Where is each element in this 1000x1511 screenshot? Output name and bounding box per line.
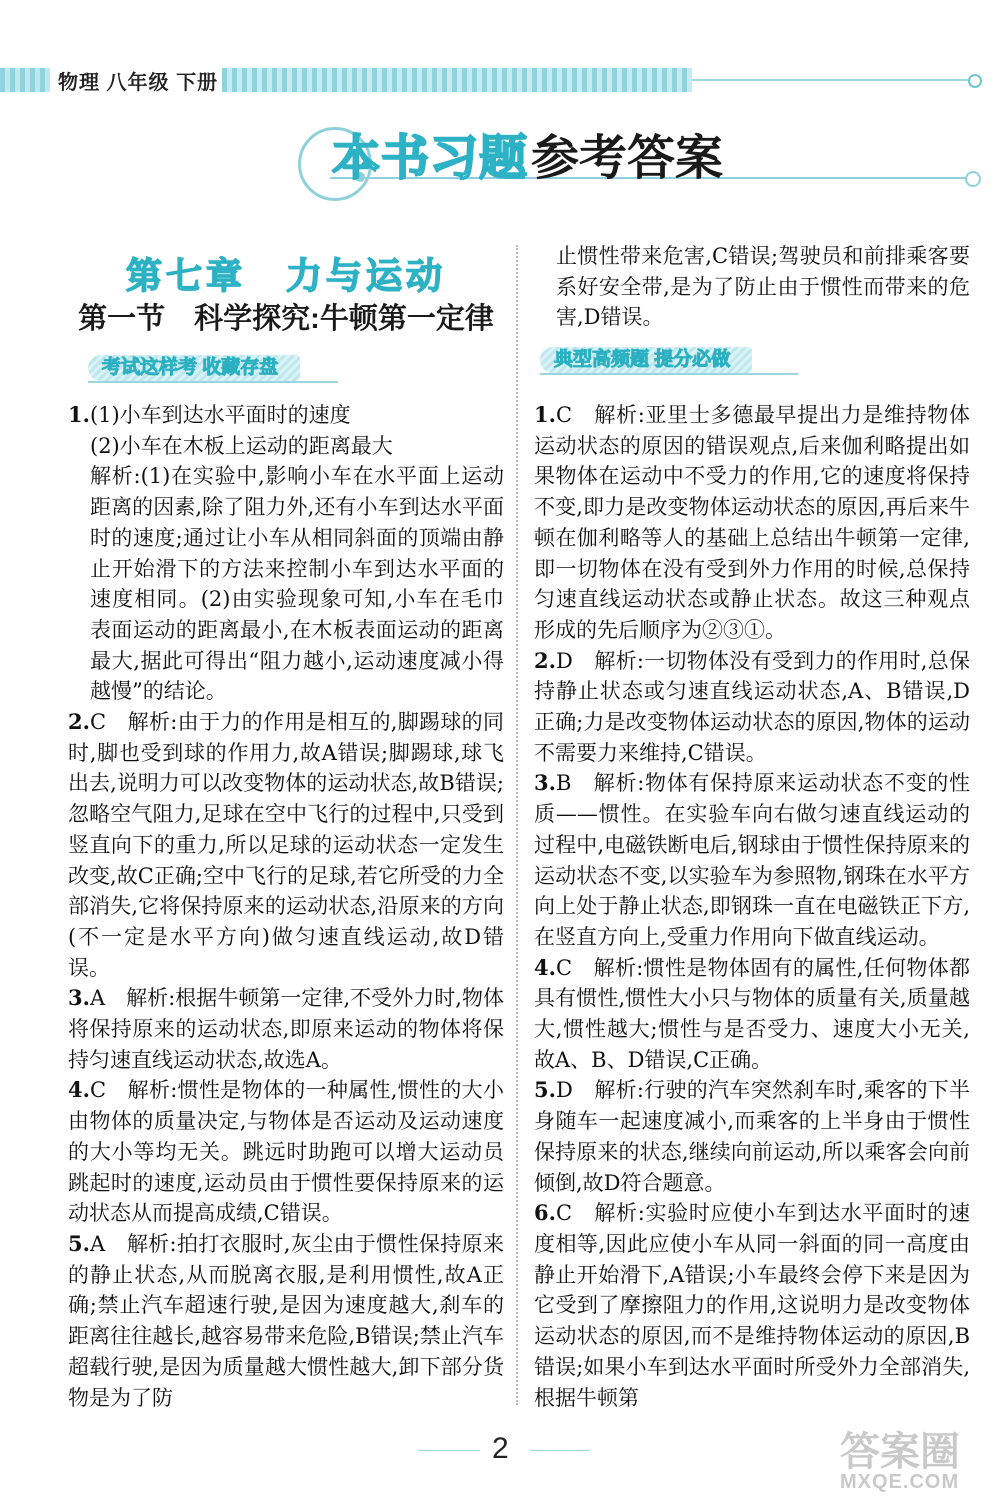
answer-item: 6.C 解析:实验时应使小车到达水平面时的速度相等,因此应使小车从同一斜面的同一高度由静止开始滑下,A错误;小车最终会停下来是因为它受到了摩擦阻力的作用,这说明力是改变物体运动状态的原因,而不是维持物体运动的原因,B错误;如果小车到达水平面时所受外力全部消失,根据牛顿第 [534, 1200, 970, 1410]
answer-item: 4.C 解析:惯性是物体的一种属性,惯性的大小由物体的质量决定,与物体是否运动及运动速度的大小等均无关。跳远时助跑可以增大运动员跳起时的速度,运动员由于惯性要保持原来的运动状态从而提高成绩,C错误。 [68, 1077, 504, 1226]
banner-right [540, 347, 798, 375]
column-divider [516, 245, 518, 1405]
header-dot-icon [968, 74, 982, 88]
title-part1: 本书习题 [332, 132, 529, 185]
title-end-dot-icon [965, 171, 981, 187]
answer-item: 4.C 解析:惯性是物体固有的属性,任何物体都具有惯性,惯性大小只与物体的质量有关,质量越大,惯性越大;惯性与是否受力、速度大小无关,故A、B、D错误,C正确。 [534, 954, 970, 1072]
answer-item: 解析:(1)在实验中,影响小车在水平面上运动距离的因素,除了阻力外,还有小车到达水平面时的速度;通过让小车从相同斜面的顶端由静止开始滑下的方法来控制小车到达水平面的速度相同。(2)由实验现象可知,小车在毛巾表面运动的距离最小,在木板表面运动的距离最大,据此可得出“阻力越小,运动速度减小得越慢”的结论。 [90, 464, 504, 704]
header-stripe-right [222, 68, 692, 92]
section-heading: 第一节 科学探究:牛顿第一定律 [78, 303, 494, 335]
answer-item: (2)小车在木板上运动的距离最大 [90, 433, 393, 458]
answer-item: 1.C 解析:亚里士多德最早提出力是维持物体运动状态的原因的错误观点,后来伽利略提出如果物体在运动中不受力的作用,它的速度将保持不变,即力是改变物体运动状态的原因,再后来牛顿在伽利略等人的基础上总结出牛顿第一定律,即一切物体在没有受到外力作用的时候,总保持匀速直线运动状态或静止状态。故这三种观点形成的先后顺序为②③①。 [534, 402, 970, 642]
banner-left-label: 考试这样考 收藏存盘 [88, 355, 300, 381]
header-title: 物理 八年级 下册 [58, 72, 219, 94]
answer-item: 2.D 解析:一切物体没有受到力的作用时,总保持静止状态或匀速直线运动状态,A、B错误,D正确;力是改变物体运动状态的原因,物体的运动不需要力来维持,C错误。 [534, 647, 970, 765]
banner-left [88, 355, 338, 383]
answer-item: 1.(1)小车到达水平面时的速度 [68, 402, 351, 427]
footer-rule-right [530, 1450, 590, 1451]
answer-item: 2.C 解析:由于力的作用是相互的,脚踢球的同时,脚也受到球的作用力,故A错误;脚踢球,球飞出去,说明力可以改变物体的运动状态,故B错误;忽略空气阻力,足球在空中飞行的过程中,只受到竖直向下的重力,所以足球的运动状态一定发生改变,故C正确;空中飞行的足球,若它所受的力全部消失,它将保持原来的运动状态,沿原来的方向(不一定是水平方向)做匀速直线运动,故D错误。 [68, 709, 504, 980]
answer-item: 5.A 解析:拍打衣服时,灰尘由于惯性保持原来的静止状态,从而脱离衣服,是利用惯性,故A正确;禁止汽车超速行驶,是因为速度越大,刹车的距离往往越长,越容易带来危险,B错误;禁止汽车超载行驶,是因为质量越大惯性越大,卸下部分货物是为了防 [68, 1230, 504, 1410]
banner-right-label: 典型高频题 提分必做 [540, 347, 752, 373]
chapter-heading: 第七章 力与运动 [125, 255, 446, 296]
answer-item: 5.D 解析:行驶的汽车突然刹车时,乘客的下半身随车一起速度减小,而乘客的上半身由于惯性保持原来的状态,继续向前运动,所以乘客会向前倾倒,故D符合题意。 [534, 1077, 970, 1195]
running-header [0, 60, 1000, 100]
watermark-logo: 答案圈 MXQE.COM [840, 1430, 960, 1493]
header-stripe-left [0, 68, 50, 92]
left-column [68, 400, 504, 1413]
answer-item: 3.B 解析:物体有保持原来运动状态不变的性质——惯性。在实验车向右做匀速直线运动的过程中,电磁铁断电后,钢球由于惯性保持原来的运动状态不变,以实验车为参照物,钢珠在水平方向上处于静止状态,即钢珠一直在电磁铁正下方,在竖直方向上,受重力作用向下做直线运动。 [534, 770, 970, 949]
title-part2: 参考答案 [531, 132, 724, 185]
right-top-continuation: 止惯性带来危害,C错误;驾驶员和前排乘客要系好安全带,是为了防止由于惯性而带来的危害,D错误。 [556, 244, 970, 330]
answer-item: 3.A 解析:根据牛顿第一定律,不受外力时,物体将保持原来的运动状态,即原来运动的物体将保持匀速直线运动状态,故选A。 [68, 985, 504, 1072]
header-rule [692, 79, 972, 81]
footer-rule-left [418, 1450, 480, 1451]
page-number: 2 [492, 1432, 509, 1465]
page-title [0, 115, 1000, 215]
right-column [534, 400, 970, 1413]
